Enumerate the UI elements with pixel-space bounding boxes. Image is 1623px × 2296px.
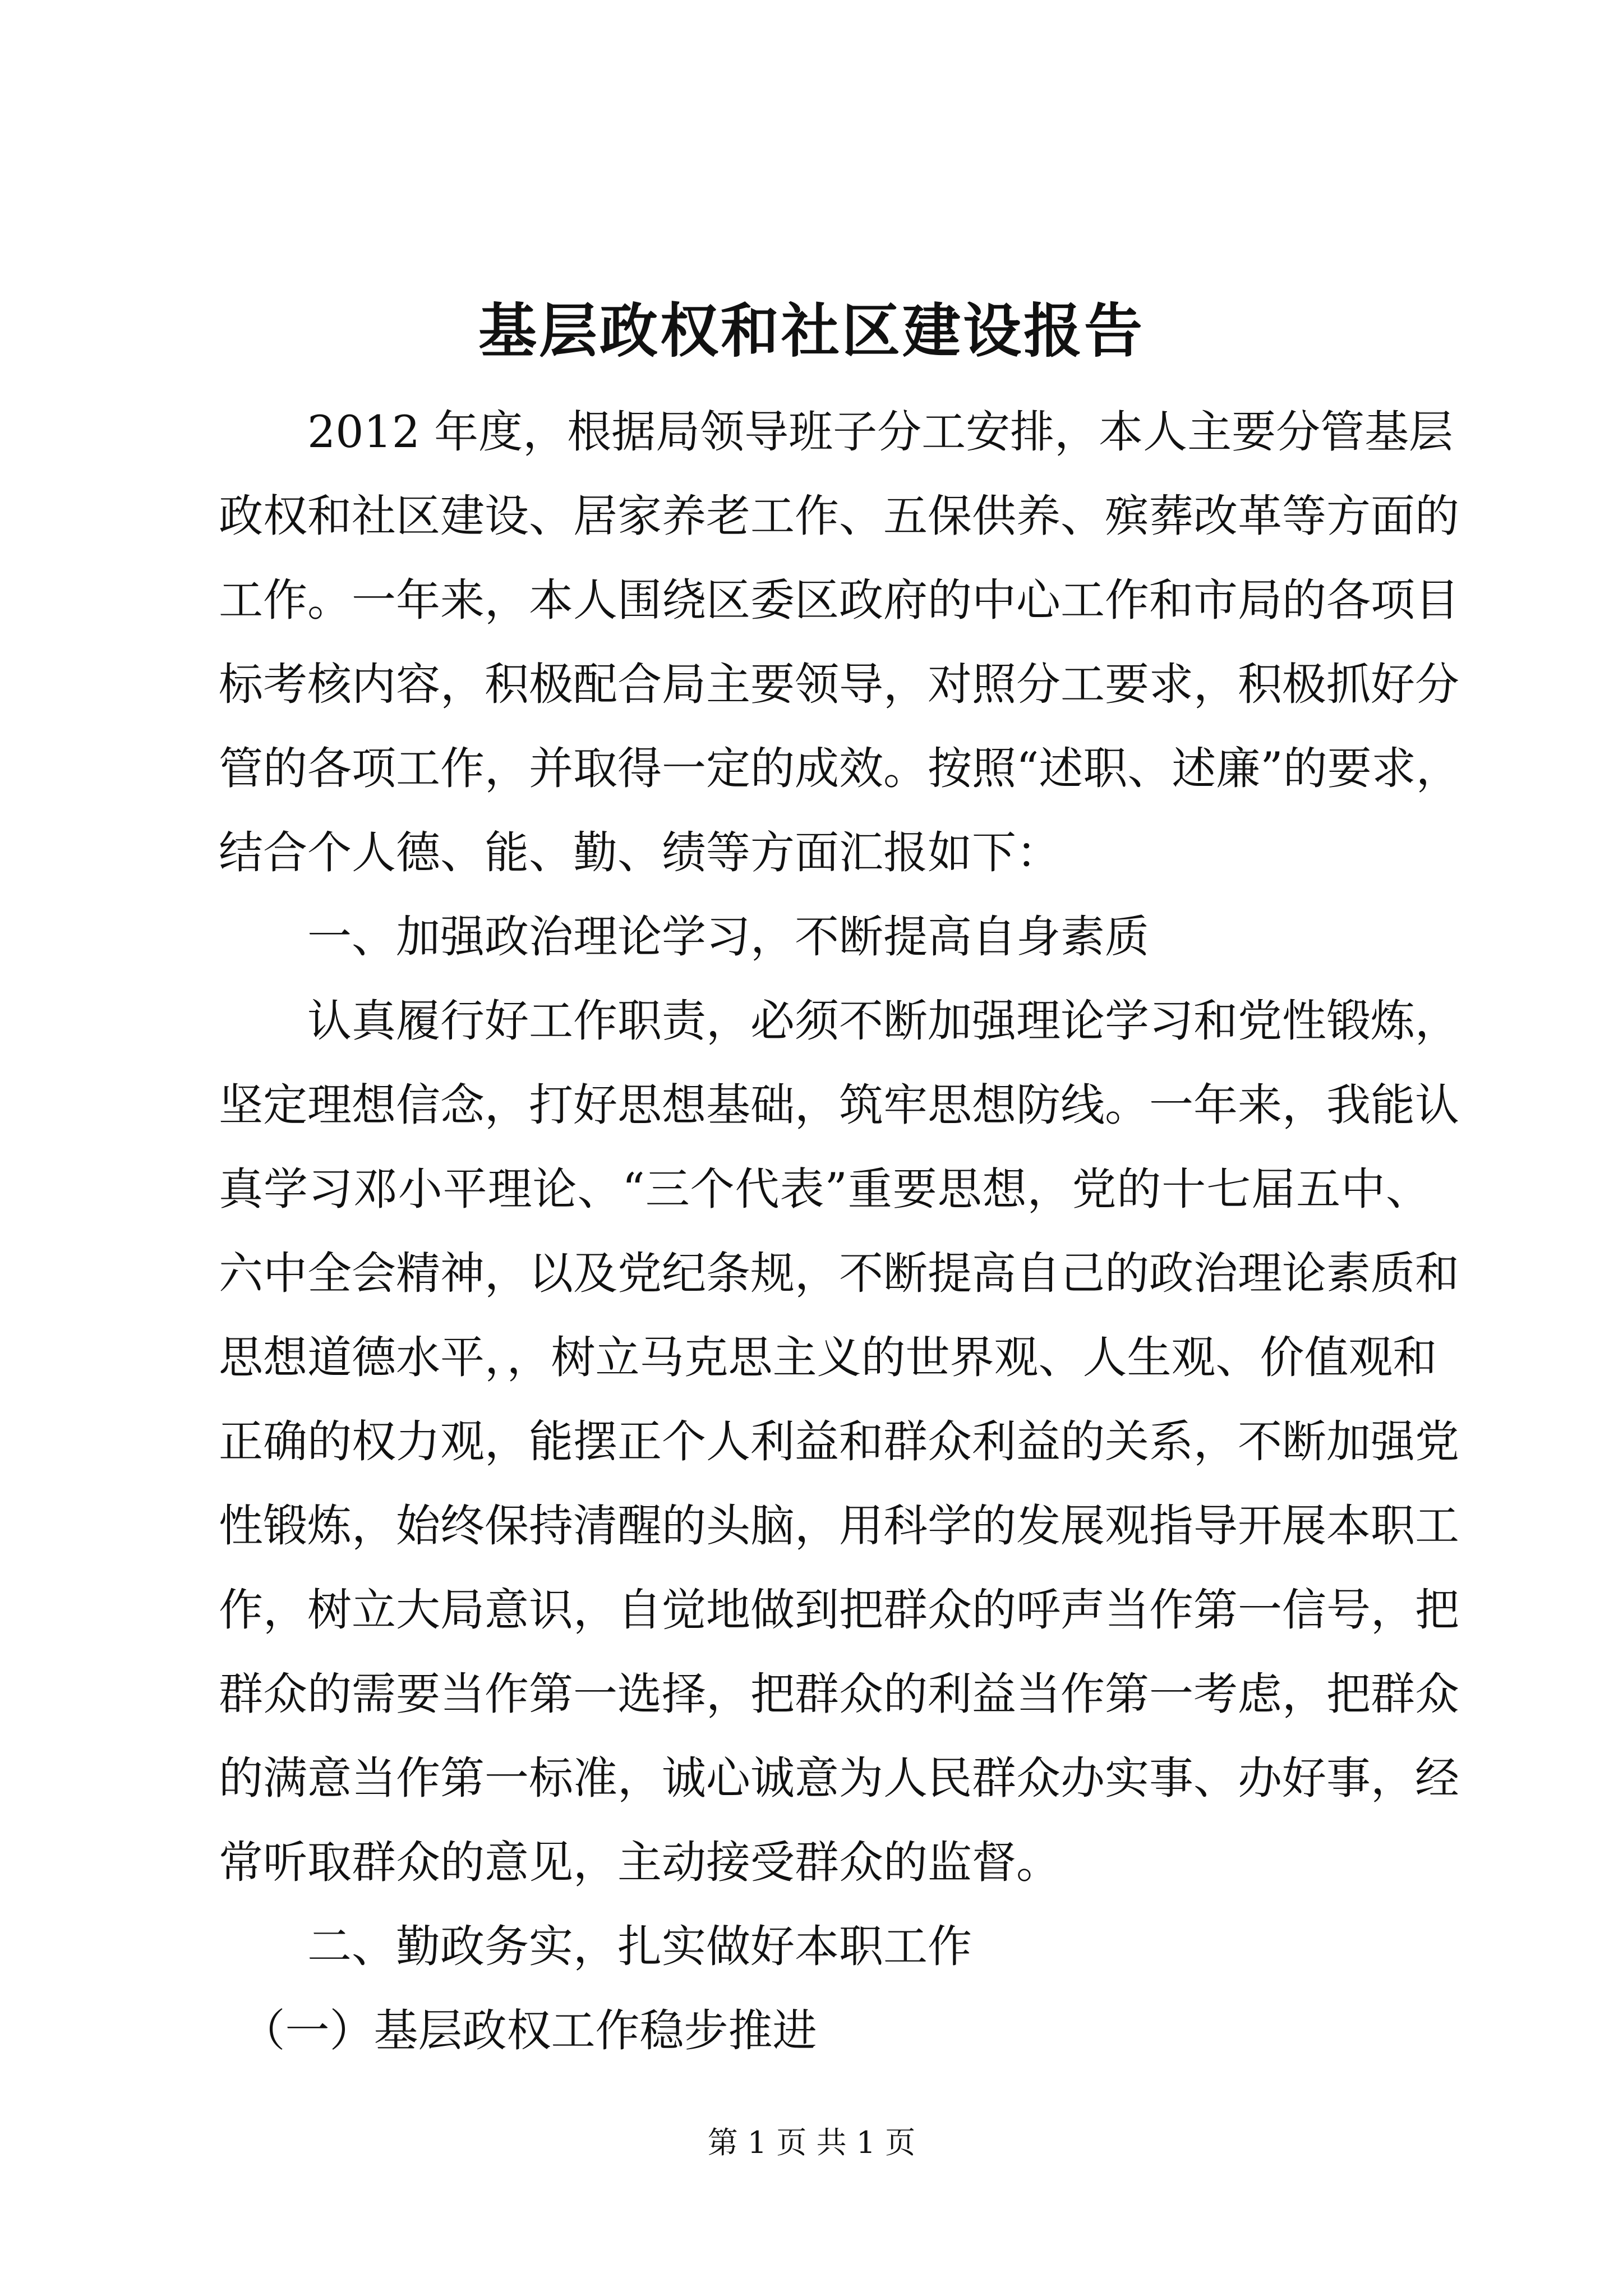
body-line-8: 认真履行好工作职责，必须不断加强理论学习和党性锻炼， bbox=[219, 995, 1459, 1047]
body-line-17: 的满意当作第一标准，诚心诚意为人民群众办实事、办好事，经 bbox=[219, 1752, 1459, 1804]
document-title: 基层政权和社区建设报告 bbox=[478, 296, 1145, 365]
body-line-14: 性锻炼，始终保持清醒的头脑，用科学的发展观指导开展本职工 bbox=[219, 1500, 1459, 1552]
body-line-10: 真学习邓小平理论、“三个代表”重要思想，党的十七届五中、 bbox=[219, 1163, 1430, 1215]
section-heading-2: 二、勤政务实，扎实做好本职工作 bbox=[219, 1921, 972, 1972]
section-heading-1: 一、加强政治理论学习，不断提高自身素质 bbox=[219, 911, 1149, 963]
body-line-3: 工作。一年来，本人围绕区委区政府的中心工作和市局的各项目 bbox=[219, 574, 1459, 626]
body-line-13: 正确的权力观，能摆正个人利益和群众利益的关系，不断加强党 bbox=[219, 1416, 1459, 1467]
body-line-15: 作，树立大局意识，自觉地做到把群众的呼声当作第一信号，把 bbox=[219, 1584, 1459, 1636]
body-line-2: 政权和社区建设、居家养老工作、五保供养、殡葬改革等方面的 bbox=[219, 490, 1459, 542]
body-line-6: 结合个人德、能、勤、绩等方面汇报如下： bbox=[219, 827, 1061, 878]
page-footer: 第 1 页 共 1 页 bbox=[707, 2125, 916, 2160]
body-line-12: 思想道德水平，，树立马克思主义的世界观、人生观、价值观和 bbox=[219, 1332, 1437, 1383]
body-line-11: 六中全会精神，以及党纪条规，不断提高自己的政治理论素质和 bbox=[219, 1248, 1459, 1299]
body-line-1: 2012 年度，根据局领导班子分工安排，本人主要分管基层 bbox=[219, 406, 1454, 458]
body-line-18: 常听取群众的意见，主动接受群众的监督。 bbox=[219, 1837, 1061, 1888]
body-line-4: 标考核内容，积极配合局主要领导，对照分工要求，积极抓好分 bbox=[219, 659, 1459, 710]
subsection-heading-1: （一）基层政权工作稳步推进 bbox=[219, 2005, 817, 2056]
body-line-16: 群众的需要当作第一选择，把群众的利益当作第一考虑，把群众 bbox=[219, 1668, 1459, 1720]
body-line-9: 坚定理想信念，打好思想基础，筑牢思想防线。一年来，我能认 bbox=[219, 1079, 1459, 1131]
body-line-5: 管的各项工作，并取得一定的成效。按照“述职、述廉”的要求， bbox=[219, 743, 1460, 794]
